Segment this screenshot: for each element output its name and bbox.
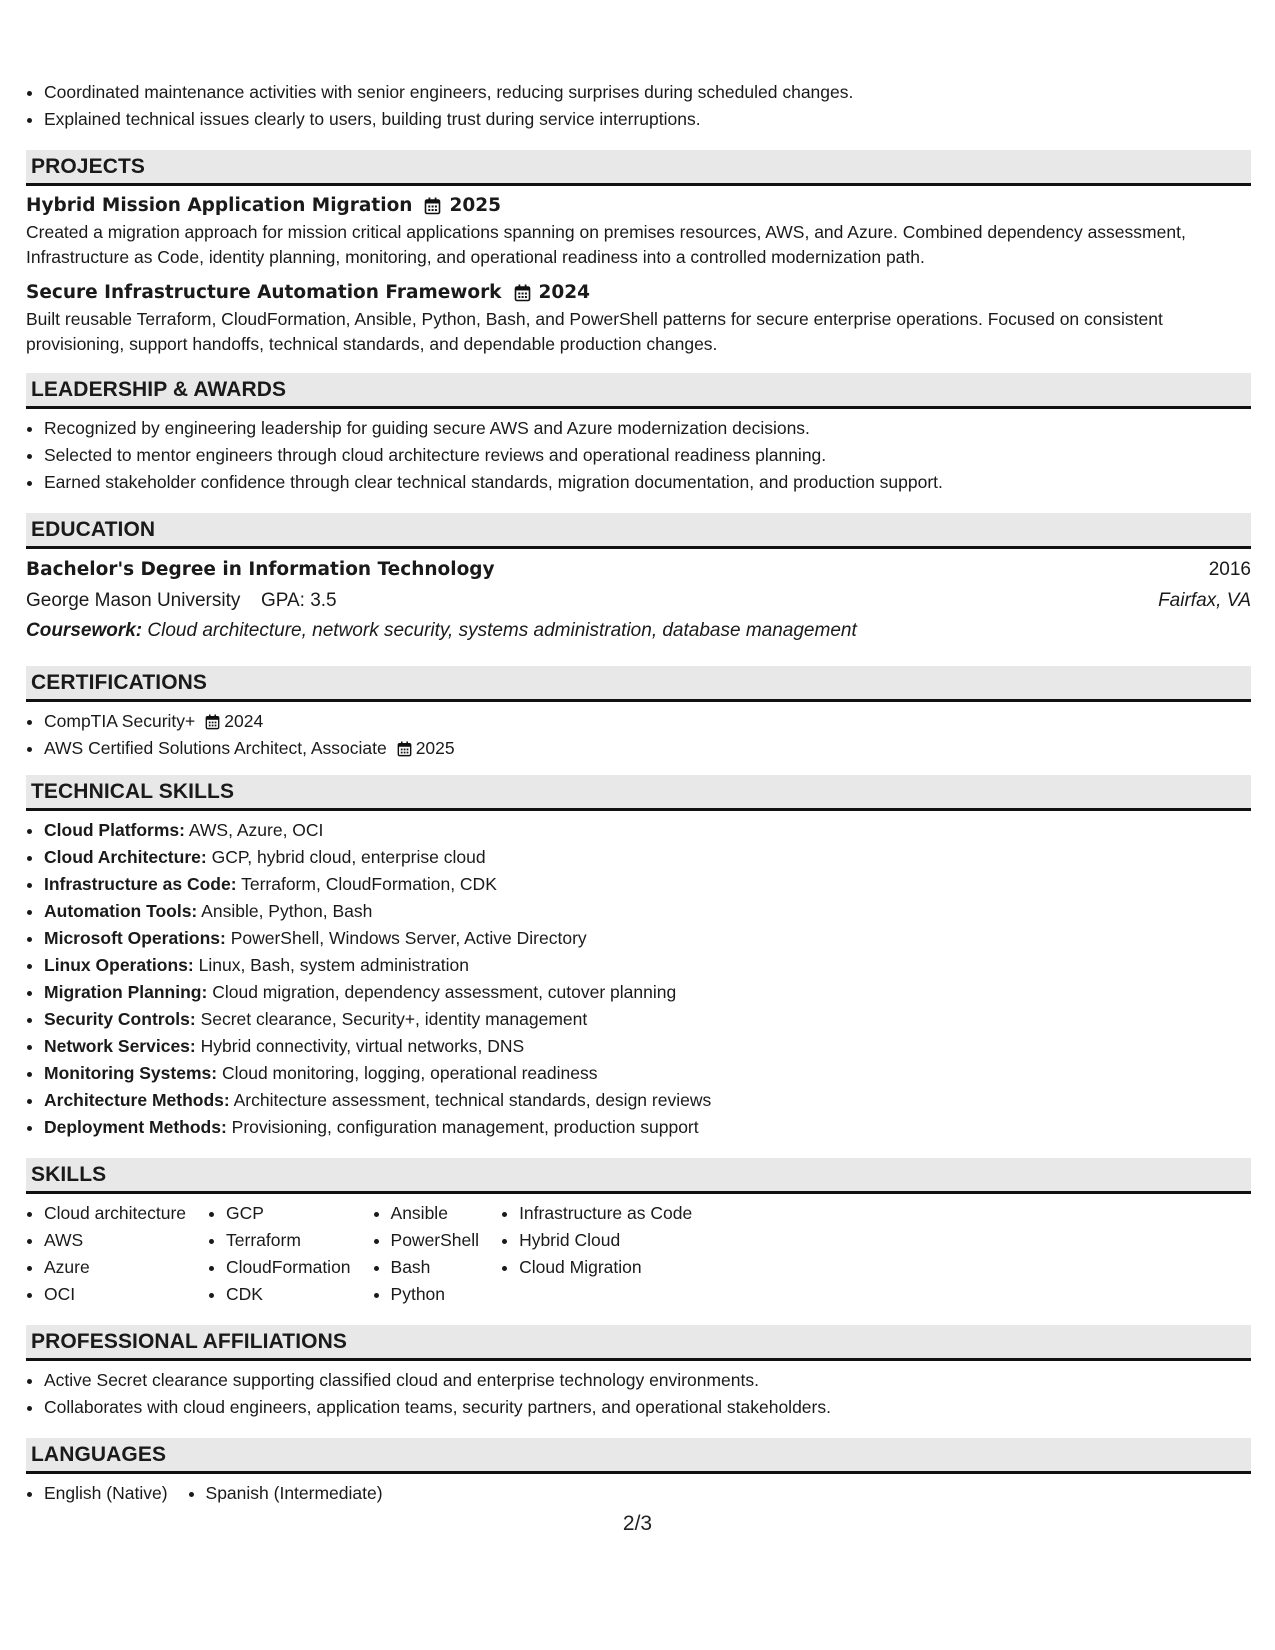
skills-columns	[26, 1200, 1251, 1308]
leadership-list	[26, 415, 1251, 496]
section-heading-affiliations: PROFESSIONAL AFFILIATIONS	[26, 1325, 1251, 1361]
skill-category: Cloud Platforms:	[44, 820, 185, 840]
skill-values: AWS, Azure, OCI	[188, 820, 324, 840]
list-item: • Collaborates with cloud engineers, application teams, security partners, and operational stakeholders.	[44, 1394, 1251, 1421]
skill-values: Secret clearance, Security+, identity management	[200, 1009, 588, 1029]
list-item	[44, 1087, 1251, 1114]
project-description: Created a migration approach for mission critical applications spanning on premises resources, AWS, and Azure. Combined dependency assessment, Infrastructure as Code, identity planning, monitoring, and operational readiness into a controlled modernization path.	[26, 222, 1186, 267]
skills-column	[501, 1200, 692, 1308]
skill-values: Terraform, CloudFormation, CDK	[241, 874, 497, 894]
project-year: 2024	[538, 282, 590, 303]
certification-name: AWS Certified Solutions Architect, Associate	[44, 738, 387, 758]
list-item: • Cloud Migration	[519, 1254, 692, 1281]
skill-values: Architecture assessment, technical standards, design reviews	[233, 1090, 712, 1110]
list-item: • Earned stakeholder confidence through clear technical standards, migration documentation, and production support.	[44, 469, 1251, 496]
skill-values: PowerShell, Windows Server, Active Directory	[230, 928, 587, 948]
list-item: • OCI	[44, 1281, 186, 1308]
calendar-icon	[205, 714, 220, 730]
skills-column	[26, 1200, 186, 1308]
skill-category: Architecture Methods:	[44, 1090, 230, 1110]
list-item	[44, 1006, 1251, 1033]
list-item: • Selected to mentor engineers through cloud architecture reviews and operational readiness planning.	[44, 442, 1251, 469]
list-item: • CloudFormation	[226, 1254, 351, 1281]
skill-category: Monitoring Systems:	[44, 1063, 218, 1083]
skill-values: Provisioning, configuration management, production support	[231, 1117, 699, 1137]
section-heading-education: EDUCATION	[26, 513, 1251, 549]
list-item: • Hybrid Cloud	[519, 1227, 692, 1254]
list-item: • CDK	[226, 1281, 351, 1308]
skill-values: Cloud monitoring, logging, operational readiness	[221, 1063, 598, 1083]
affiliations-list	[26, 1367, 1251, 1421]
section-heading-projects: PROJECTS	[26, 150, 1251, 186]
skills-column	[208, 1200, 351, 1308]
skill-category: Microsoft Operations:	[44, 928, 226, 948]
section-heading-technical-skills: TECHNICAL SKILLS	[26, 775, 1251, 811]
skill-values: Hybrid connectivity, virtual networks, DNS	[200, 1036, 525, 1056]
languages-row	[26, 1480, 1251, 1507]
certification-name: CompTIA Security+	[44, 711, 196, 731]
skill-category: Security Controls:	[44, 1009, 196, 1029]
skill-category: Deployment Methods:	[44, 1117, 227, 1137]
certification-item	[44, 735, 1251, 762]
certification-year: 2025	[415, 738, 455, 758]
skill-values: Ansible, Python, Bash	[201, 901, 373, 921]
list-item: • Coordinated maintenance activities with senior engineers, reducing surprises during scheduled changes.	[44, 79, 1251, 106]
project-title: Secure Infrastructure Automation Framework	[26, 282, 502, 303]
list-item: • Ansible	[391, 1200, 480, 1227]
calendar-icon	[424, 197, 441, 215]
coursework: Cloud architecture, network security, systems administration, database management	[147, 620, 857, 641]
project-entry	[26, 192, 1251, 269]
school-location: Fairfax, VA	[1158, 590, 1251, 611]
list-item	[44, 952, 1251, 979]
school-name: George Mason University	[26, 590, 241, 611]
certification-item	[44, 708, 1251, 735]
list-item	[44, 844, 1251, 871]
gpa: GPA: 3.5	[260, 590, 337, 611]
list-item: • Cloud architecture	[44, 1200, 186, 1227]
list-item: • Recognized by engineering leadership for guiding secure AWS and Azure modernization decisions.	[44, 415, 1251, 442]
calendar-icon	[514, 284, 531, 302]
list-item: • Azure	[44, 1254, 186, 1281]
certifications-list	[26, 708, 1251, 762]
list-item: • Python	[391, 1281, 480, 1308]
list-item: • PowerShell	[391, 1227, 480, 1254]
list-item: • AWS	[44, 1227, 186, 1254]
technical-skills-list	[26, 817, 1251, 1141]
coursework-label: Coursework:	[26, 620, 143, 641]
list-item	[44, 1060, 1251, 1087]
skill-category: Network Services:	[44, 1036, 196, 1056]
list-item: • Terraform	[226, 1227, 351, 1254]
skill-category: Linux Operations:	[44, 955, 194, 975]
experience-bullets	[26, 79, 1251, 133]
list-item: • GCP	[226, 1200, 351, 1227]
list-item: • English (Native)	[44, 1480, 168, 1507]
page-number: 2/3	[622, 1512, 653, 1535]
skill-category: Cloud Architecture:	[44, 847, 207, 867]
list-item	[44, 871, 1251, 898]
skill-category: Migration Planning:	[44, 982, 208, 1002]
project-year: 2025	[449, 195, 501, 216]
skill-values: Linux, Bash, system administration	[198, 955, 470, 975]
project-title: Hybrid Mission Application Migration	[26, 195, 413, 216]
skill-values: GCP, hybrid cloud, enterprise cloud	[211, 847, 486, 867]
certification-year: 2024	[224, 711, 264, 731]
degree-title: Bachelor's Degree in Information Technology	[26, 559, 495, 580]
list-item	[44, 1114, 1251, 1141]
section-heading-leadership: LEADERSHIP & AWARDS	[26, 373, 1251, 409]
section-heading-languages: LANGUAGES	[26, 1438, 1251, 1474]
list-item: • Bash	[391, 1254, 480, 1281]
list-item: • Active Secret clearance supporting classified cloud and enterprise technology environments.	[44, 1367, 1251, 1394]
list-item: • Infrastructure as Code	[519, 1200, 692, 1227]
list-item	[44, 1033, 1251, 1060]
skill-category: Infrastructure as Code:	[44, 874, 237, 894]
graduation-year: 2016	[1208, 559, 1251, 580]
project-entry	[26, 279, 1251, 356]
project-description: Built reusable Terraform, CloudFormation, Ansible, Python, Bash, and PowerShell patterns for secure enterprise operations. Focused on consistent provisioning, support handoffs, technical standards, and dependable production changes.	[26, 309, 1163, 354]
education-entry	[26, 555, 1251, 646]
section-heading-skills: SKILLS	[26, 1158, 1251, 1194]
calendar-icon	[397, 741, 412, 757]
skills-column	[373, 1200, 480, 1308]
skill-category: Automation Tools:	[44, 901, 198, 921]
resume-page	[26, 0, 1251, 1507]
skill-values: Cloud migration, dependency assessment, cutover planning	[212, 982, 677, 1002]
list-item	[44, 898, 1251, 925]
list-item	[44, 817, 1251, 844]
list-item: • Spanish (Intermediate)	[206, 1480, 383, 1507]
section-heading-certifications: CERTIFICATIONS	[26, 666, 1251, 702]
list-item	[44, 979, 1251, 1006]
list-item: • Explained technical issues clearly to users, building trust during service interruptions.	[44, 106, 1251, 133]
list-item	[44, 925, 1251, 952]
